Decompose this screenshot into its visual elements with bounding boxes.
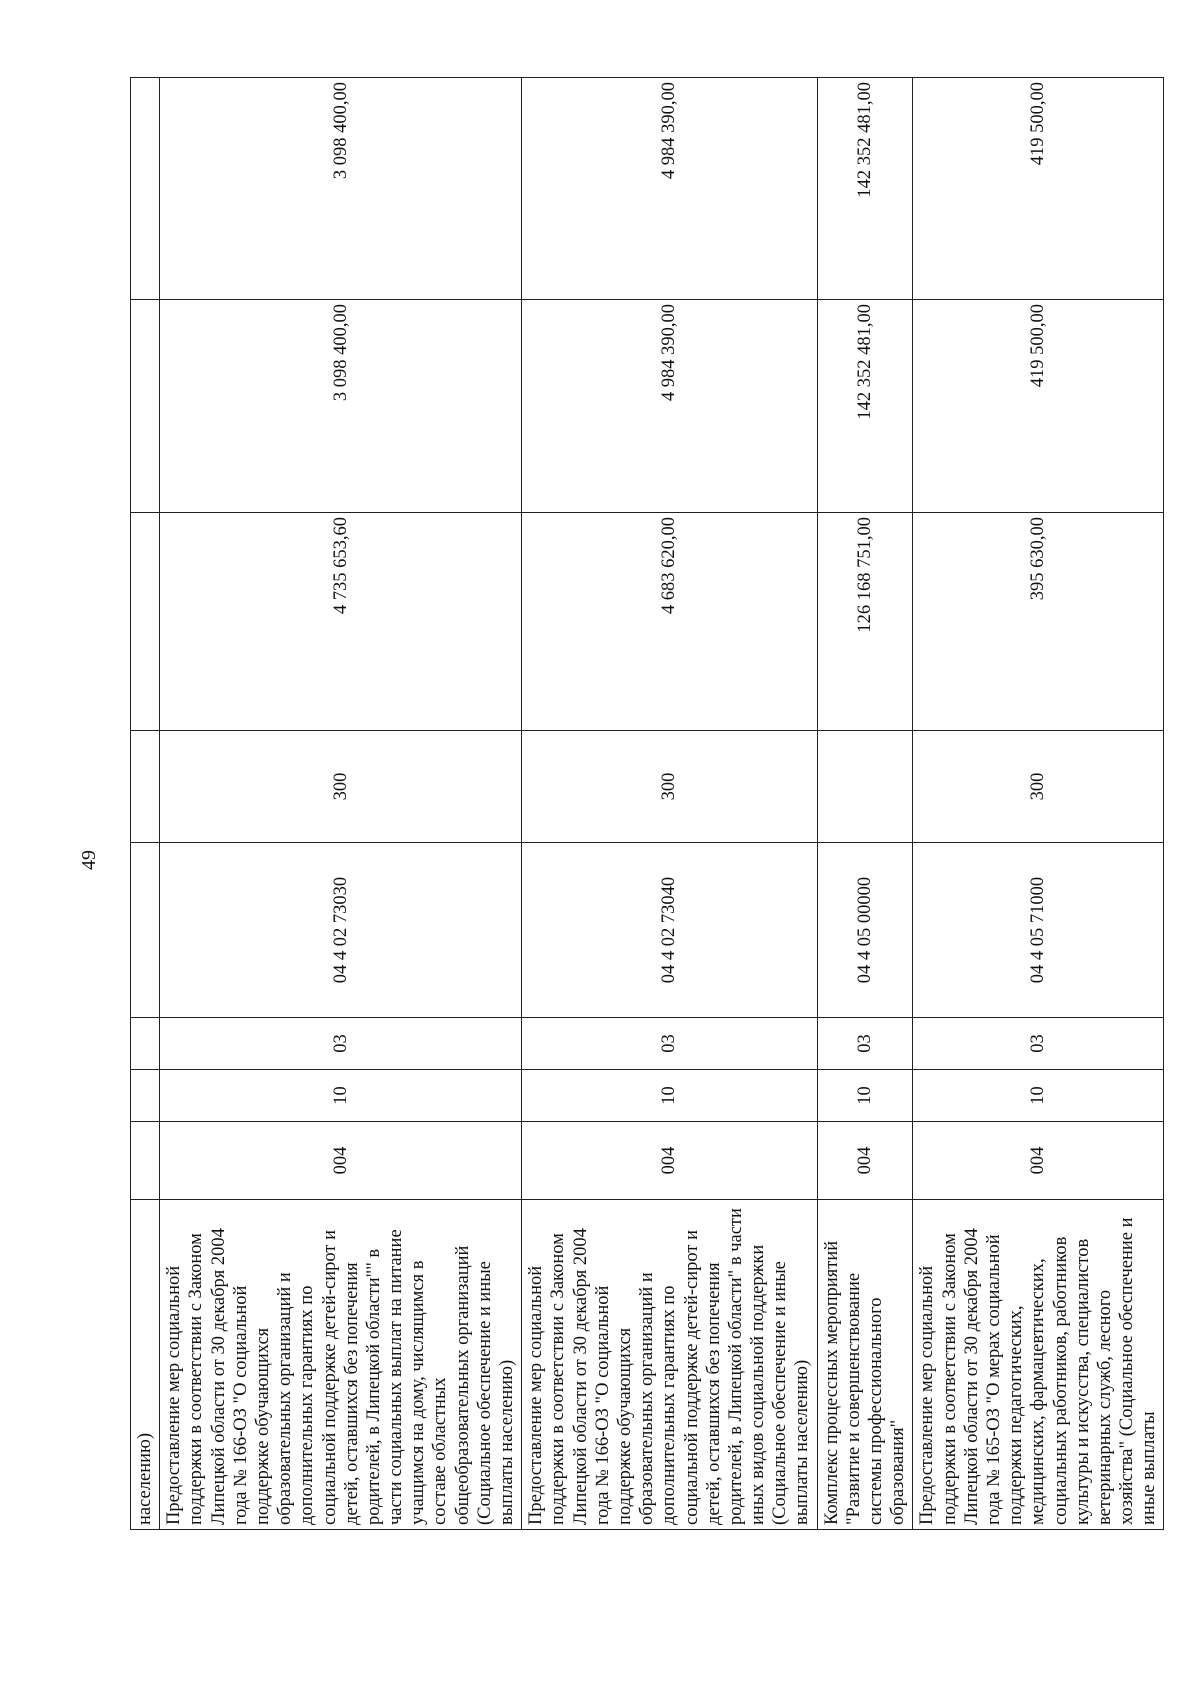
row-amount3-cell: 142 352 481,00 [817, 78, 913, 300]
row-name-cell: Предоставление мер социальной поддержки в соответствии с Законом Липецкой области от 30 декабря 2004 года № 166-ОЗ "О социальной поддержке обучающихся образовательных организаций и дополнительных гарантиях по социальной поддержке детей-сирот и детей, оставшихся без попечения родителей, в Липецкой области"" в части социальных выплат на питание учащимся на дому, числящимся в составе областных общеобразовательных организаций (Социальное обеспечение и иные выплаты населению) [160, 1200, 522, 1530]
row-amount3-cell: 419 500,00 [913, 78, 1164, 300]
row-code-cell: 004 [913, 1122, 1164, 1200]
row-amount3-cell: 3 098 400,00 [160, 78, 522, 300]
row-target-cell: 04 4 05 00000 [817, 843, 913, 1018]
row-subsection-cell: 03 [913, 1018, 1164, 1070]
row-kind-cell: 300 [160, 731, 522, 843]
row-name-cell: Предоставление мер социальной поддержки в соответствии с Законом Липецкой области от 30 декабря 2004 года № 165-ОЗ "О мерах социальной поддержки педагогических, медицинских, фармацевтических, социальных работников, работников культуры и искусства, специалистов ветеринарных служб, лесного хозяйства" (Социальное обеспечение и иные выплаты [913, 1200, 1164, 1530]
row-amount1-cell [131, 513, 160, 731]
row-amount1-cell: 4 683 620,00 [522, 513, 817, 731]
table-row [160, 78, 522, 1530]
row-name-cell: Предоставление мер социальной поддержки в соответствии с Законом Липецкой области от 30 декабря 2004 года № 166-ОЗ "О социальной поддержке обучающихся образовательных организаций и дополнительных гарантиях по социальной поддержке детей-сирот и детей, оставшихся без попечения родителей, в Липецкой области" в части иных видов социальной поддержки (Социальное обеспечение и иные выплаты населению) [522, 1200, 817, 1530]
rotated-landscape-page [0, 40, 1160, 1660]
budget-table [130, 77, 1164, 1530]
row-section-cell: 10 [817, 1070, 913, 1122]
row-code-cell: 004 [522, 1122, 817, 1200]
row-section-cell: 10 [160, 1070, 522, 1122]
row-subsection-cell: 03 [817, 1018, 913, 1070]
row-section-cell: 10 [913, 1070, 1164, 1122]
row-amount2-cell: 419 500,00 [913, 300, 1164, 513]
table-row [817, 78, 913, 1530]
row-subsection-cell [131, 1018, 160, 1070]
row-subsection-cell: 03 [522, 1018, 817, 1070]
row-name-cell: населению) [131, 1200, 160, 1530]
table-row [522, 78, 817, 1530]
row-code-cell: 004 [160, 1122, 522, 1200]
row-amount3-cell: 4 984 390,00 [522, 78, 817, 300]
row-kind-cell: 300 [913, 731, 1164, 843]
table-row [913, 78, 1164, 1530]
row-target-cell: 04 4 02 73030 [160, 843, 522, 1018]
row-amount1-cell: 395 630,00 [913, 513, 1164, 731]
row-subsection-cell: 03 [160, 1018, 522, 1070]
row-name-cell: Комплекс процессных мероприятий "Развитие и совершенствование системы профессионального образования" [817, 1200, 913, 1530]
table-row [131, 78, 160, 1530]
row-section-cell [131, 1070, 160, 1122]
row-amount2-cell [131, 300, 160, 513]
page-number: 49 [78, 850, 100, 870]
row-amount2-cell: 142 352 481,00 [817, 300, 913, 513]
row-target-cell [131, 843, 160, 1018]
row-section-cell: 10 [522, 1070, 817, 1122]
row-amount2-cell: 4 984 390,00 [522, 300, 817, 513]
row-amount1-cell: 4 735 653,60 [160, 513, 522, 731]
row-code-cell [131, 1122, 160, 1200]
row-amount1-cell: 126 168 751,00 [817, 513, 913, 731]
row-target-cell: 04 4 05 71000 [913, 843, 1164, 1018]
row-amount2-cell: 3 098 400,00 [160, 300, 522, 513]
row-kind-cell [817, 731, 913, 843]
row-code-cell: 004 [817, 1122, 913, 1200]
row-kind-cell: 300 [522, 731, 817, 843]
row-amount3-cell [131, 78, 160, 300]
row-target-cell: 04 4 02 73040 [522, 843, 817, 1018]
row-kind-cell [131, 731, 160, 843]
